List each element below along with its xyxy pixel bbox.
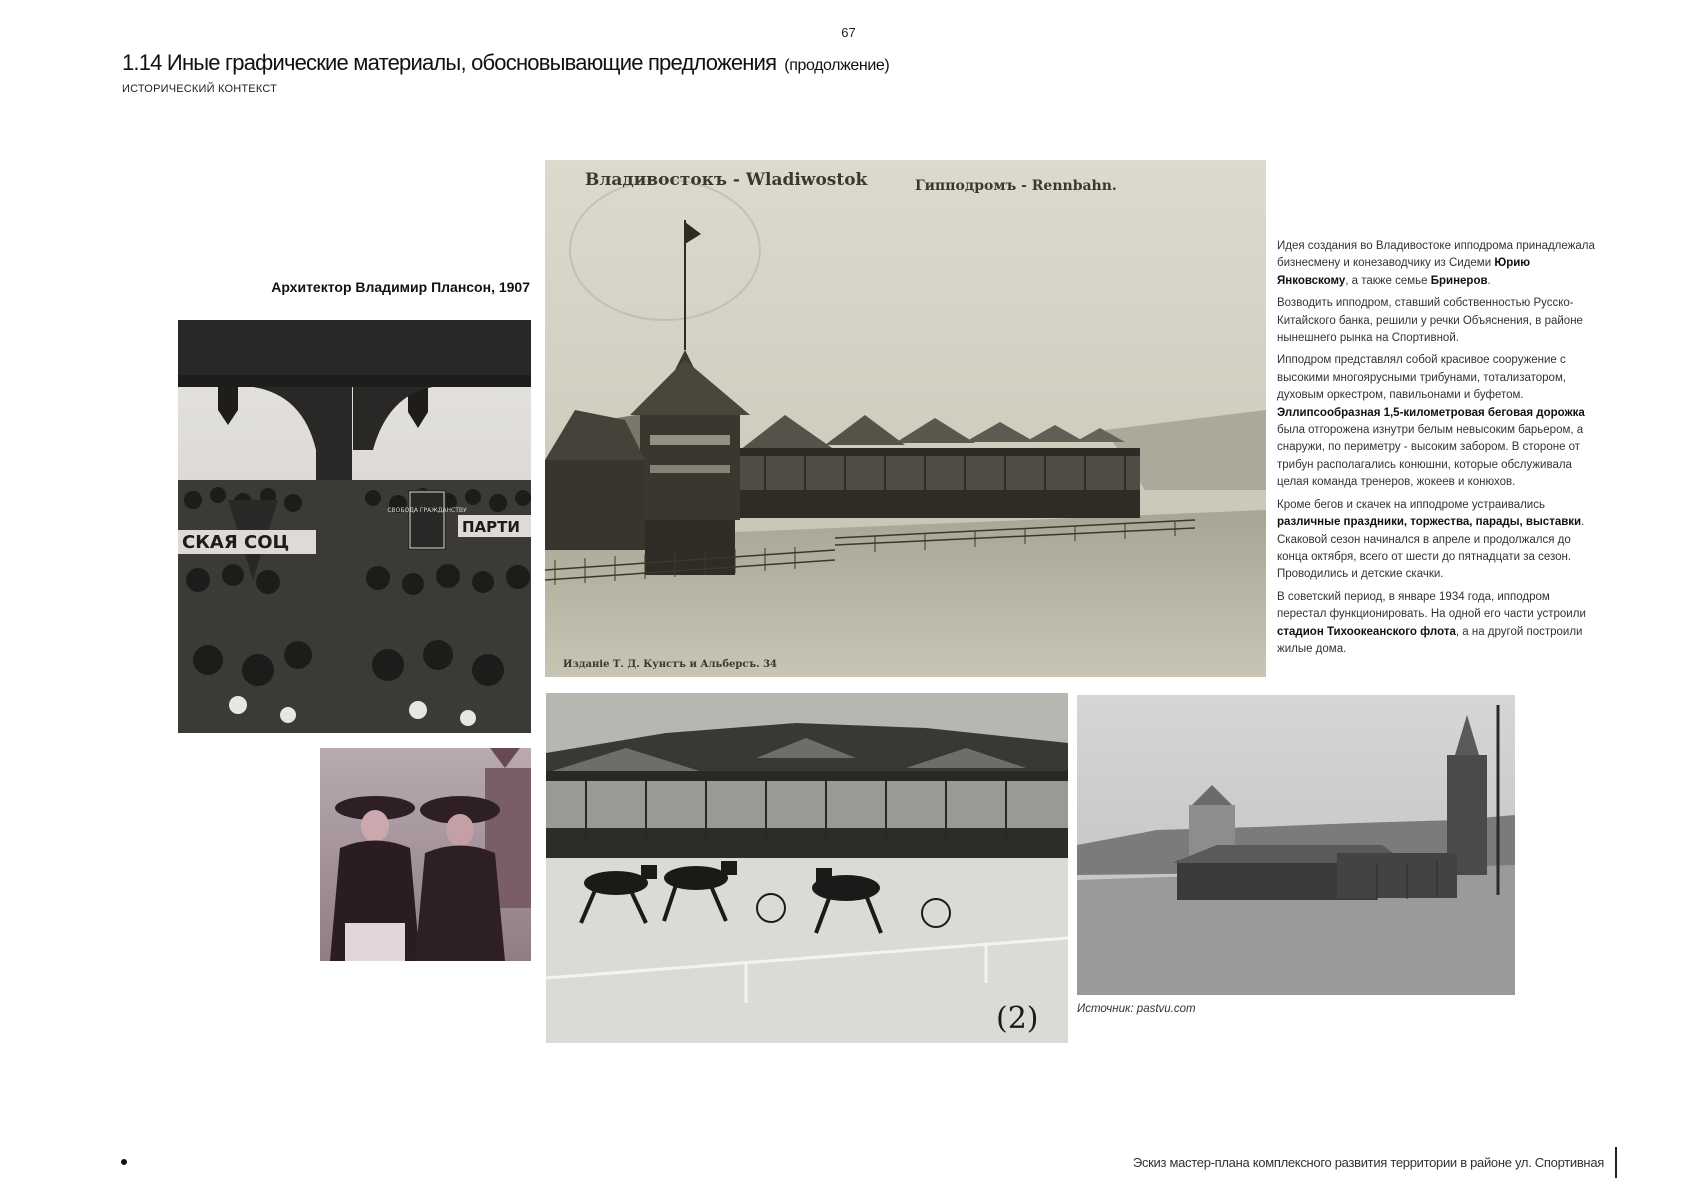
page-title bbox=[122, 50, 889, 76]
slogan-right: ПАРТИ bbox=[462, 518, 520, 536]
section-title-suffix: (продолжение) bbox=[784, 57, 890, 74]
section-subtitle: ИСТОРИЧЕСКИЙ КОНТЕКСТ bbox=[122, 83, 278, 95]
footer-project-title: Эскиз мастер-плана комплексного развития территории в районе ул. Спортивная bbox=[1132, 1155, 1604, 1170]
women-in-hats-photo bbox=[320, 748, 531, 961]
hippodrome-postcard-photo bbox=[545, 160, 1266, 677]
description-paragraph: В советский период, в январе 1934 года, ипподром перестал функционировать. На одной его части устроили стадион Тихоокеанского флота, а на другой построили жилые дома. bbox=[1277, 590, 1586, 655]
banner-text: СВОБОДА ГРАЖДАНСТВУ bbox=[387, 507, 467, 514]
description-paragraph: Возводить ипподром, ставший собственностью Русско-Китайского банка, решили у речки Объяснения, в районе нынешнего рынка на Спортивной. bbox=[1277, 297, 1583, 345]
description-paragraph: Идея создания во Владивостоке ипподрома принадлежала бизнесмену и конезаводчику из Сидеми Юрию Янковскому, а также семье Бринеров. bbox=[1277, 240, 1595, 287]
description-paragraph: Ипподром представлял собой красивое сооружение с высокими многоярусными трибунами, тотализатором, духовым оркестром, павильонами и буфетом. Эллипсообразная 1,5-километровая беговая дорожка была отгорожена изнутри белым невысоким барьером, а снаружи, по периметру - высоким забором. В стороне от трибун располагались конюшни, которые обслуживала целая команда тренеров, жокеев и конюхов. bbox=[1277, 354, 1585, 489]
slogan-left: СКАЯ СОЦ bbox=[182, 532, 290, 553]
postcard-publisher: Изданіе Т. Д. Кунстъ и Альберсъ. 34 bbox=[563, 659, 777, 670]
crowd-with-banners-photo bbox=[178, 320, 531, 733]
harness-race-photo bbox=[546, 693, 1068, 1043]
image-source-note: Источник: pastvu.com bbox=[1077, 1003, 1196, 1015]
postcard-title-right: Гипподромъ - Rennbahn. bbox=[915, 178, 1117, 194]
page-number: 67 bbox=[841, 25, 856, 40]
postcard-title-left: Владивостокъ - Wladiwostok bbox=[585, 170, 868, 190]
footer-bullet bbox=[121, 1159, 127, 1165]
footer-divider bbox=[1615, 1147, 1617, 1178]
hippodrome-pavilion-photo bbox=[1077, 695, 1515, 995]
section-title: 1.14 Иные графические материалы, обосновывающие предложения bbox=[122, 50, 777, 75]
history-description bbox=[1277, 238, 1602, 663]
architect-caption: Архитектор Владимир Плансон, 1907 bbox=[271, 279, 530, 295]
race-photo-mark: (2) bbox=[996, 1001, 1039, 1036]
description-paragraph: Кроме бегов и скачек на ипподроме устраивались различные праздники, торжества, парады, выставки. Скаковой сезон начинался в апреле и продолжался до конца октября, всего от шести до пятнадцати за сезон. Проводились и детские скачки. bbox=[1277, 498, 1585, 581]
